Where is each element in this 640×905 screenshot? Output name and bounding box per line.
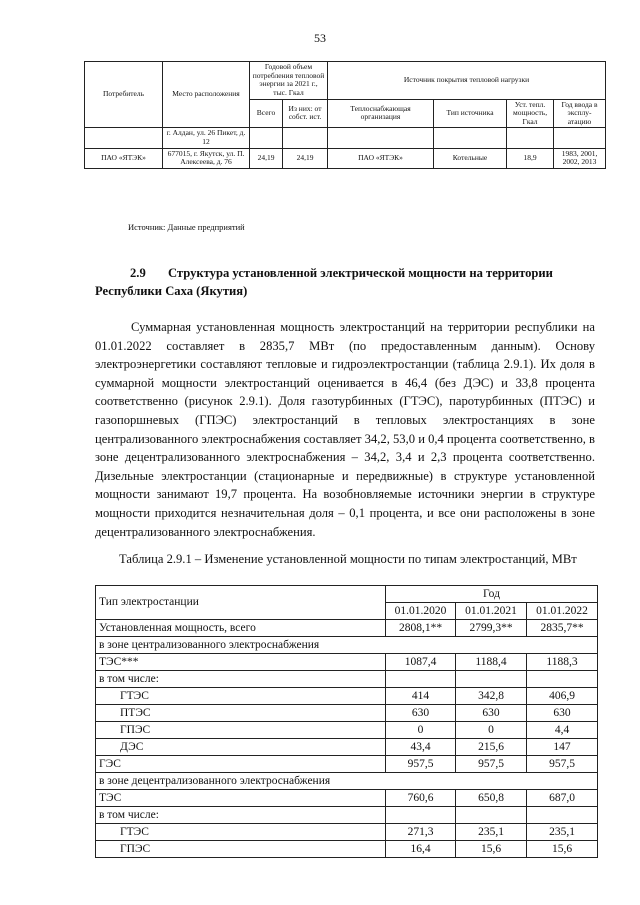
row-label: ДЭС bbox=[96, 739, 386, 756]
row-label: ТЭС*** bbox=[96, 654, 386, 671]
header-year: Год bbox=[386, 586, 598, 603]
row-value: 406,9 bbox=[527, 688, 598, 705]
row-value: 650,8 bbox=[456, 790, 527, 807]
row-value bbox=[386, 671, 456, 688]
table-caption: Таблица 2.9.1 – Изменение установленной мощности по типам электростанций, МВт bbox=[119, 552, 577, 566]
row-label: Установленная мощность, всего bbox=[96, 620, 386, 637]
row-label: ПТЭС bbox=[96, 705, 386, 722]
row-label: в зоне централизованного электроснабжения bbox=[96, 637, 598, 654]
row-value: 760,6 bbox=[386, 790, 456, 807]
row-label: ГЭС bbox=[96, 756, 386, 773]
header-date: 01.01.2020 bbox=[386, 603, 456, 620]
header-commissioning-year: Год ввода в эксплу-атацию bbox=[554, 99, 606, 128]
table-row bbox=[96, 671, 598, 688]
cell-own bbox=[283, 128, 328, 148]
section-number: 2.9 bbox=[130, 266, 146, 280]
row-value: 235,1 bbox=[456, 824, 527, 841]
cell-total bbox=[250, 128, 283, 148]
cell-consumer: ПАО «ЯТЭК» bbox=[85, 148, 163, 168]
row-value: 15,6 bbox=[527, 841, 598, 858]
heat-consumers-table bbox=[84, 61, 606, 169]
row-value bbox=[527, 671, 598, 688]
row-label: ГПЭС bbox=[96, 841, 386, 858]
row-value: 271,3 bbox=[386, 824, 456, 841]
row-value: 0 bbox=[386, 722, 456, 739]
section-title: Структура установленной электрической мощности на территории Республики Саха (Якутия) bbox=[95, 266, 553, 298]
table-row bbox=[96, 807, 598, 824]
row-value: 1188,4 bbox=[456, 654, 527, 671]
row-label: ГТЭС bbox=[96, 688, 386, 705]
row-value: 957,5 bbox=[386, 756, 456, 773]
row-value: 15,6 bbox=[456, 841, 527, 858]
row-label: ТЭС bbox=[96, 790, 386, 807]
cell-year: 1983, 2001, 2002, 2013 bbox=[554, 148, 606, 168]
header-supplier: Теплоснабжающая организация bbox=[328, 99, 434, 128]
table-row bbox=[96, 773, 598, 790]
row-label: ГПЭС bbox=[96, 722, 386, 739]
header-consumer: Потребитель bbox=[85, 62, 163, 128]
table-row bbox=[85, 128, 606, 148]
row-label: в том числе: bbox=[96, 807, 386, 824]
row-value: 687,0 bbox=[527, 790, 598, 807]
header-location: Место расположения bbox=[163, 62, 250, 128]
page-number: 53 bbox=[314, 31, 326, 45]
table-row bbox=[96, 824, 598, 841]
row-value: 414 bbox=[386, 688, 456, 705]
body-paragraph: Суммарная установленная мощность электростанций на территории республики на 01.01.2022 составляет в 2835,7 МВт (по предоставленным данным). Основу электроэнергетики составляют тепловые и гидроэлектростанции (таблица 2.9.1). Их доля в суммарной мощности электростанций оценивается в 46,4 (без ДЭС) и 33,8 процента соответственно (рисунок 2.9.1). Доля газотурбинных (ГТЭС), паротурбинных (ПТЭС) и газопоршневых (ГПЭС) электростанций в тепловых электростанциях в зоне централизованного электроснабжения составляет 34,2, 53,0 и 0,4 процента соответственно, в зоне децентрализованного электроснабжения – 34,2, 3,4 и 2,3 процента соответственно. Дизельные электростанции (стационарные и передвижные) в структуре установленной мощности занимают 19,7 процента. На возобновляемые источники энергии в структуре мощности приходится незначительная доля – 0,1 процента, и все они расположены в зоне децентрализованного электроснабжения. bbox=[95, 320, 595, 539]
cell-type bbox=[434, 128, 507, 148]
row-value: 630 bbox=[386, 705, 456, 722]
header-annual-volume: Годовой объем потребления тепловой энергии за 2021 г., тыс. Гкал bbox=[250, 62, 328, 100]
row-value: 2808,1** bbox=[386, 620, 456, 637]
row-value: 215,6 bbox=[456, 739, 527, 756]
table-row bbox=[96, 756, 598, 773]
table-row bbox=[96, 688, 598, 705]
table-row bbox=[96, 637, 598, 654]
row-value: 2799,3** bbox=[456, 620, 527, 637]
cell-supplier bbox=[328, 128, 434, 148]
row-value: 16,4 bbox=[386, 841, 456, 858]
row-value: 342,8 bbox=[456, 688, 527, 705]
header-source-type: Тип источника bbox=[434, 99, 507, 128]
row-value: 630 bbox=[527, 705, 598, 722]
table-row bbox=[96, 722, 598, 739]
cell-supplier: ПАО «ЯТЭК» bbox=[328, 148, 434, 168]
header-own-sources: Из них: от собст. ист. bbox=[283, 99, 328, 128]
table-row bbox=[96, 654, 598, 671]
table-row bbox=[96, 841, 598, 858]
row-value: 147 bbox=[527, 739, 598, 756]
table-row bbox=[96, 705, 598, 722]
row-value bbox=[386, 807, 456, 824]
row-value: 957,5 bbox=[456, 756, 527, 773]
row-value bbox=[456, 671, 527, 688]
table-row bbox=[96, 620, 598, 637]
row-value: 957,5 bbox=[527, 756, 598, 773]
row-value: 4,4 bbox=[527, 722, 598, 739]
cell-own: 24,19 bbox=[283, 148, 328, 168]
header-date: 01.01.2022 bbox=[527, 603, 598, 620]
section-heading bbox=[95, 264, 595, 300]
header-installed-capacity: Уст. тепл. мощность, Гкал bbox=[507, 99, 554, 128]
row-label: в зоне децентрализованного электроснабжения bbox=[96, 773, 598, 790]
row-value bbox=[456, 807, 527, 824]
cell-type: Котельные bbox=[434, 148, 507, 168]
cell-year bbox=[554, 128, 606, 148]
cell-total: 24,19 bbox=[250, 148, 283, 168]
row-value: 2835,7** bbox=[527, 620, 598, 637]
row-value: 1087,4 bbox=[386, 654, 456, 671]
cell-consumer bbox=[85, 128, 163, 148]
cell-location: 677015, г. Якутск, ул. П. Алексеева, д. 76 bbox=[163, 148, 250, 168]
header-source-coverage: Источник покрытия тепловой нагрузки bbox=[328, 62, 606, 100]
table-row bbox=[96, 790, 598, 807]
table-row bbox=[85, 148, 606, 168]
table-row bbox=[96, 739, 598, 756]
header-total: Всего bbox=[250, 99, 283, 128]
row-value: 630 bbox=[456, 705, 527, 722]
cell-location: г. Алдан, ул. 26 Пикет, д. 12 bbox=[163, 128, 250, 148]
cell-capacity: 18,9 bbox=[507, 148, 554, 168]
row-label: в том числе: bbox=[96, 671, 386, 688]
cell-capacity bbox=[507, 128, 554, 148]
header-station-type: Тип электростанции bbox=[96, 586, 386, 620]
row-value: 43,4 bbox=[386, 739, 456, 756]
row-value: 235,1 bbox=[527, 824, 598, 841]
header-date: 01.01.2021 bbox=[456, 603, 527, 620]
capacity-table bbox=[95, 585, 598, 858]
row-label: ГТЭС bbox=[96, 824, 386, 841]
row-value: 1188,3 bbox=[527, 654, 598, 671]
table-source-note: Источник: Данные предприятий bbox=[128, 222, 245, 232]
row-value: 0 bbox=[456, 722, 527, 739]
row-value bbox=[527, 807, 598, 824]
